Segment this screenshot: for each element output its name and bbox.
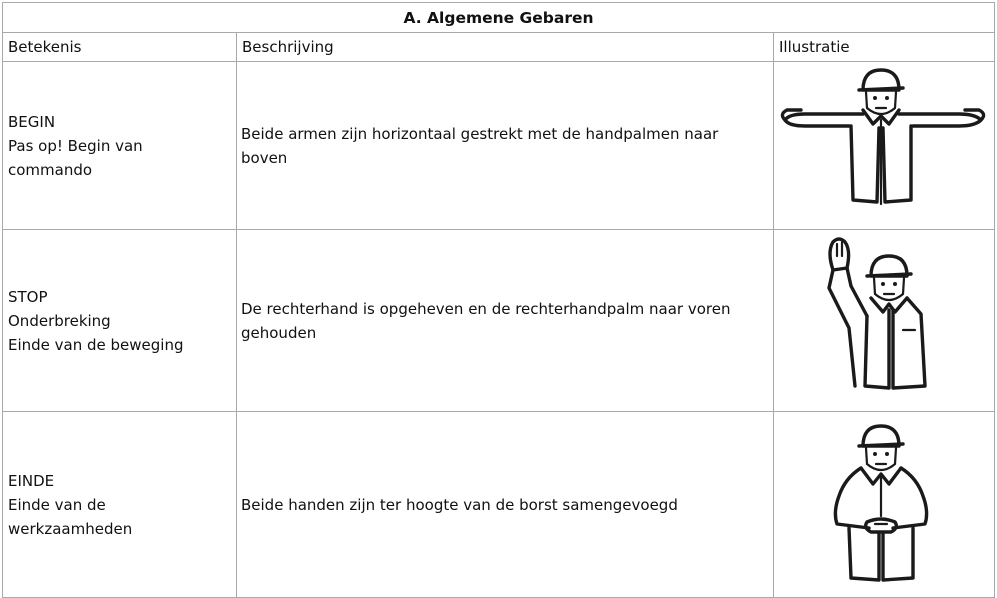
meaning-line: Einde van de beweging	[8, 335, 184, 354]
illustration-cell	[774, 62, 995, 230]
header-row	[3, 33, 995, 62]
table-row	[3, 230, 995, 412]
header-description: Beschrijving	[237, 33, 774, 62]
meaning-cell	[3, 412, 237, 598]
meaning-cell	[3, 62, 237, 230]
hands-joined-figure-icon	[775, 412, 994, 590]
meaning-title: STOP	[8, 287, 48, 306]
description-cell: Beide armen zijn horizontaal gestrekt met de handpalmen naar boven	[237, 62, 774, 230]
meaning-line: commando	[8, 160, 93, 179]
gestures-table	[2, 2, 995, 598]
raised-hand-figure-icon	[775, 230, 994, 404]
table-title-row	[3, 3, 995, 33]
arms-outstretched-figure-icon	[775, 62, 994, 222]
meaning-title: BEGIN	[8, 112, 56, 131]
description-cell: Beide handen zijn ter hoogte van de borst samengevoegd	[237, 412, 774, 598]
illustration-cell	[774, 230, 995, 412]
meaning-line: Pas op! Begin van	[8, 136, 143, 155]
table-row	[3, 62, 995, 230]
illustration-cell	[774, 412, 995, 598]
meaning-line: Onderbreking	[8, 311, 111, 330]
meaning-title: EINDE	[8, 471, 55, 490]
table-title: A. Algemene Gebaren	[3, 3, 995, 33]
header-meaning: Betekenis	[3, 33, 237, 62]
meaning-line: Einde van de	[8, 495, 106, 514]
description-cell: De rechterhand is opgeheven en de rechterhandpalm naar voren gehouden	[237, 230, 774, 412]
meaning-line: werkzaamheden	[8, 519, 133, 538]
meaning-cell	[3, 230, 237, 412]
table-row	[3, 412, 995, 598]
header-illustration: Illustratie	[774, 33, 995, 62]
